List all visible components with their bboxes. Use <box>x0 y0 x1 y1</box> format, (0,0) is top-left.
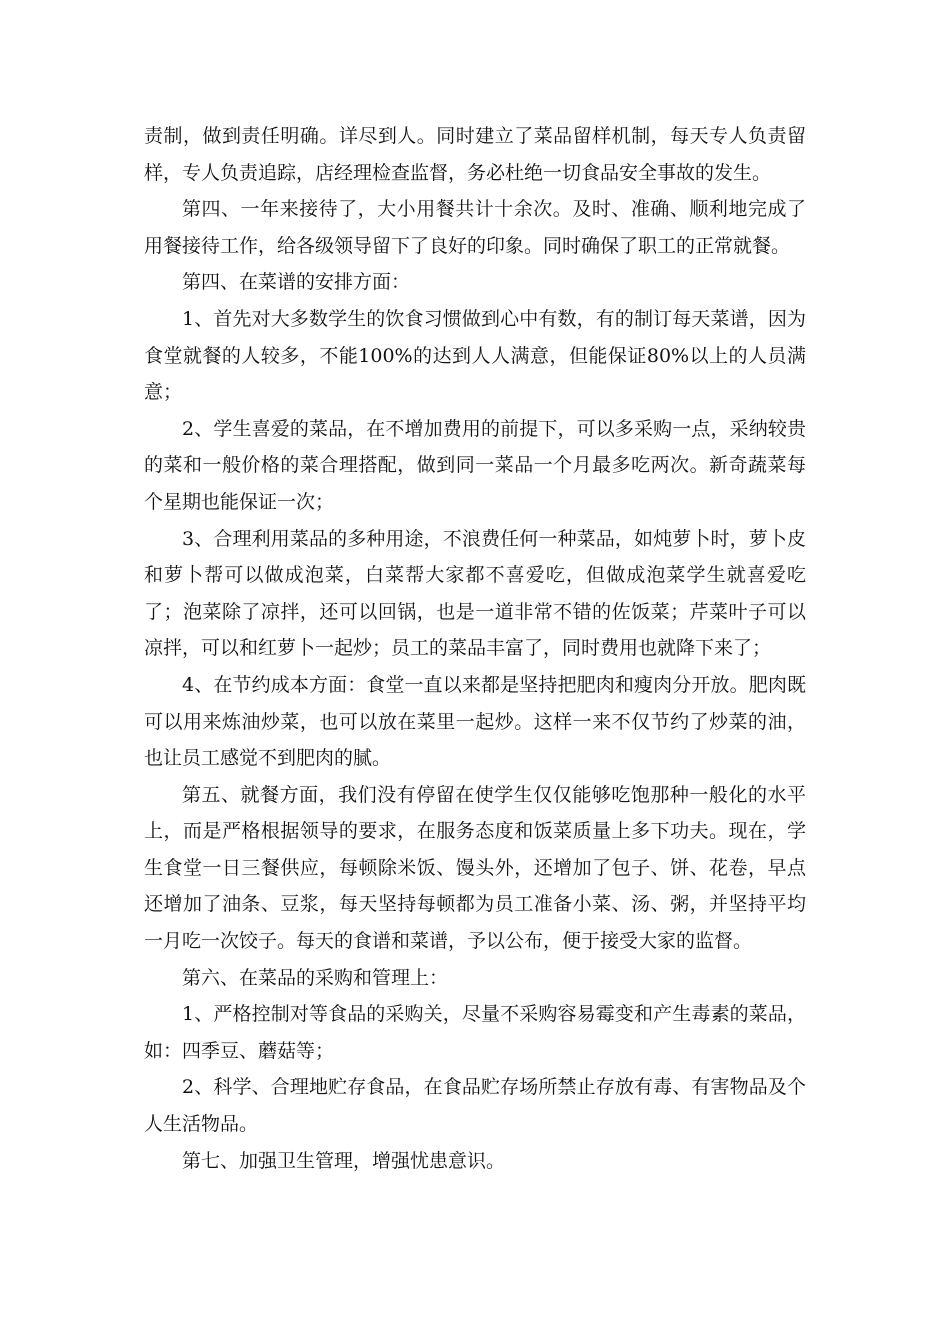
paragraph-purchase-item-2: 2、科学、合理地贮存食品，在食品贮存场所禁止存放有毒、有害物品及个人生活物品。 <box>144 1076 806 1136</box>
paragraph-purchase-heading: 第六、在菜品的采购和管理上： <box>182 966 449 989</box>
paragraph-menu-item-4: 4、在节约成本方面：食堂一直以来都是坚持把肥肉和瘦肉分开放。肥肉既可以用来炼油炒菜，也可以放在菜里一起炒。这样一来不仅节约了炒菜的油，也让员工感觉不到肥肉的腻。 <box>144 673 806 770</box>
paragraph-menu-item-1: 1、首先对大多数学生的饮食习惯做到心中有数，有的制订每天菜谱，因为食堂就餐的人较多，不能100%的达到人人满意，但能保证80%以上的人员满意； <box>144 307 806 404</box>
paragraph-continuation: 责制，做到责任明确。详尽到人。同时建立了菜品留样机制，每天专人负责留样，专人负责追踪，店经理检查监督，务必杜绝一切食品安全事故的发生。 <box>144 125 806 184</box>
paragraph-menu-item-3: 3、合理利用菜品的多种用途，不浪费任何一种菜品，如炖萝卜时，萝卜皮和萝卜帮可以做成泡菜，白菜帮大家都不喜爱吃，但做成泡菜学生就喜爱吃了；泡菜除了凉拌，还可以回锅，也是一道非常不错的佐饭菜；芹菜叶子可以凉拌，可以和红萝卜一起炒；员工的菜品丰富了，同时费用也就降下来了； <box>144 527 806 660</box>
paragraph-purchase-item-1: 1、严格控制对等食品的采购关，尽量不采购容易霉变和产生毒素的菜品，如：四季豆、蘑菇等； <box>144 1003 806 1062</box>
document-body <box>144 118 806 1179</box>
paragraph-menu-heading: 第四、在菜谱的安排方面： <box>182 271 411 294</box>
paragraph-reception: 第四、一年来接待了，大小用餐共计十余次。及时、准确、顺利地完成了用餐接待工作，给各级领导留下了良好的印象。同时确保了职工的正常就餐。 <box>144 198 806 257</box>
paragraph-dining: 第五、就餐方面，我们没有停留在使学生仅仅能够吃饱那种一般化的水平上，而是严格根据领导的要求，在服务态度和饭菜质量上多下功夫。现在，学生食堂一日三餐供应，每顿除米饭、馒头外，还增加了包子、饼、花卷，早点还增加了油条、豆浆，每天坚持每顿都为员工准备小菜、汤、粥，并坚持平均一月吃一次饺子。每天的食谱和菜谱，予以公布，便于接受大家的监督。 <box>144 783 806 953</box>
paragraph-hygiene-heading: 第七、加强卫生管理，增强忧患意识。 <box>182 1149 506 1172</box>
paragraph-menu-item-2: 2、学生喜爱的菜品，在不增加费用的前提下，可以多采购一点，采纳较贵的菜和一般价格的菜合理搭配，做到同一菜品一个月最多吃两次。新奇蔬菜每个星期也能保证一次； <box>144 417 806 513</box>
